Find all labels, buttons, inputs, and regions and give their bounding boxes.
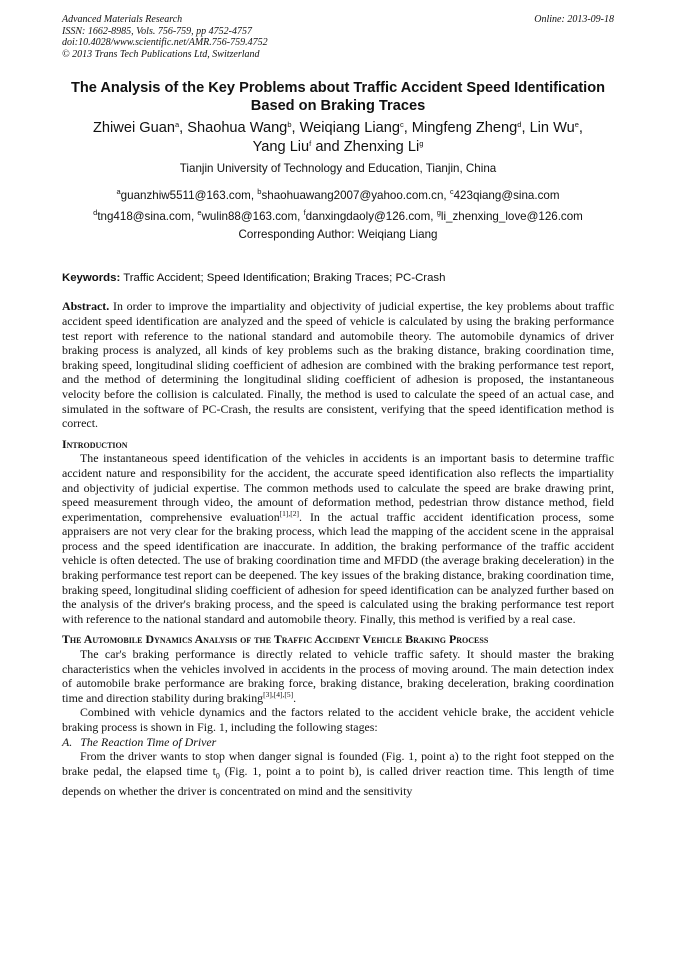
author: Yang Liu$^f$ and	[252, 139, 344, 156]
dynamics-paragraph-2: Combined with vehicle dynamics and the factors related to the accident vehicle brake, the accident vehicle braking process is shown in Fig. 1, including the following stages:	[62, 705, 614, 734]
dynamics-paragraph-1: The car's braking performance is directly related to vehicle traffic safety. It should master the braking characteristics when the vehicles involved in accidents in the process of moving around. The main detection index of automobile brake performance are braking force, braking distance, braking deceleration, braking coordination time and direction stability during braking[3],[4],[5].	[62, 647, 614, 705]
keywords-text: Traffic Accident; Speed Identification; Braking Traces; PC-Crash	[123, 272, 446, 285]
author: Mingfeng Zheng$^d$,	[411, 120, 530, 137]
email-link[interactable]: danxingdaoly@126.com	[305, 210, 431, 224]
citation[interactable]: [3],[4],[5]	[263, 689, 294, 699]
email-list: $^a$guanzhiw5511@163.com, $^b$shaohuawang2007@yahoo.com.cn, $^c$423qiang@sina.com $^d$tng418@sina.com, $^e$wulin88@163.com, $^f$danxingdaoly@126.com, $^g$li_zhenxing_love@126.com	[93, 187, 583, 224]
email-link[interactable]: wulin88@163.com	[201, 210, 298, 224]
subsection-a-paragraph: From the driver wants to stop when danger signal is founded (Fig. 1, point a) to the right foot stepped on the brake pedal, the elapsed time $t_0$ (Fig. 1, point a to point b), is called driver reaction time. This length of time depends on whether the driver is concentrated on mind and the sensitivity	[62, 749, 614, 798]
journal-name: Advanced Materials Research	[62, 14, 183, 25]
abstract-label: Abstract.	[62, 299, 110, 314]
online-date: Online: 2013-09-18	[534, 14, 614, 25]
intro-paragraph: The instantaneous speed identification of the vehicles in accidents is an important basis to determine traffic accident nature and responsibility for the accident, the accurate speed identification also reflects the impartiality and objectivity of judicial expertise. The common methods used to calculate the speed are brake drawing print, speed measurement through video, the amount of deformation method, pedestrian throw distance method, field experimentation, comprehensive evaluation[1],[2]. In the actual traffic accident identification process, some appraisers are not very clear for the braking process, which lead the mapping of the accident scene in the appraisal process and the speed identification are inaccurate. In addition, the braking performance of the traffic accident vehicle is often detected. The use of braking coordination time and MFDD (the average braking deceleration) in the braking performance test report can be deepened. The key issues of the braking distance, braking coordination time, braking speed, longitudinal sliding coefficient of adhesion for speed identification can be analyzed further based on the analysis of the driver's braking process, and the speed is calculated using the braking performance test report with reference to the national standard and automobile theory. Finally, this method is verified by a real case.	[62, 451, 614, 626]
paper-title: The Analysis of the Key Problems about Traffic Accident Speed Identification Based on Braking Traces	[70, 80, 606, 115]
abstract	[62, 299, 614, 430]
doi-line: doi:10.4028/www.scientific.net/AMR.756-759.4752	[62, 37, 268, 49]
email-link[interactable]: shaohuawang2007@yahoo.com.cn	[261, 189, 444, 203]
copyright-line: © 2013 Trans Tech Publications Ltd, Switzerland	[62, 48, 260, 60]
abstract-text: In order to improve the impartiality and objectivity of judicial expertise, the key problems about traffic accident speed identification are analyzed and the speed of vehicle is calculated by using the braking performance test report with reference to the national standard and automobile theory. The automobile dynamics of driver braking process is analyzed, all kinds of key problems such as the braking distance, braking coordination time, braking speed, longitudinal sliding coefficient of adhesion are combined with the braking performance test report, and the method of determining the longitudinal sliding coefficient of adhesion is proposed, the instantaneous velocity before the collision is calculated. Finally, the method is used to calculate the speed of an actual case, and simulated in the software of PC-Crash, the results are consistent, verifying that the speed identification method is correct.	[62, 299, 614, 431]
author-list	[62, 119, 614, 157]
subsection-heading-a: A. The Reaction Time of Driver	[62, 734, 217, 749]
journal-header	[62, 14, 614, 60]
issn-line: ISSN: 1662-8985, Vols. 756-759, pp 4752-4757	[62, 25, 252, 37]
affiliation: Tianjin University of Technology and Education, Tianjin, China	[179, 162, 497, 176]
email-link[interactable]: 423qiang@sina.com	[453, 189, 560, 203]
author: Lin Wu$^e$,	[529, 120, 583, 137]
author: Shaohua Wang$^b$,	[187, 120, 300, 137]
keywords-label: Keywords:	[62, 272, 121, 285]
email-link[interactable]: tng418@sina.com	[97, 210, 191, 224]
paper-page	[62, 14, 614, 798]
email-link[interactable]: li_zhenxing_love@126.com	[440, 210, 583, 224]
keywords	[62, 271, 614, 285]
citation[interactable]: [1],[2]	[279, 508, 300, 518]
section-heading-introduction: Introduction	[62, 436, 128, 451]
corresponding-author: Corresponding Author: Weiqiang Liang	[238, 228, 438, 242]
email-link[interactable]: guanzhiw5511@163.com	[120, 189, 251, 203]
author: Weiqiang Liang$^c$,	[299, 120, 412, 137]
author: Zhenxing Li$^g$	[343, 139, 424, 156]
section-heading-dynamics: The Automobile Dynamics Analysis of the Traffic Accident Vehicle Braking Process	[62, 632, 489, 647]
author: Zhiwei Guan$^a$,	[93, 120, 188, 137]
